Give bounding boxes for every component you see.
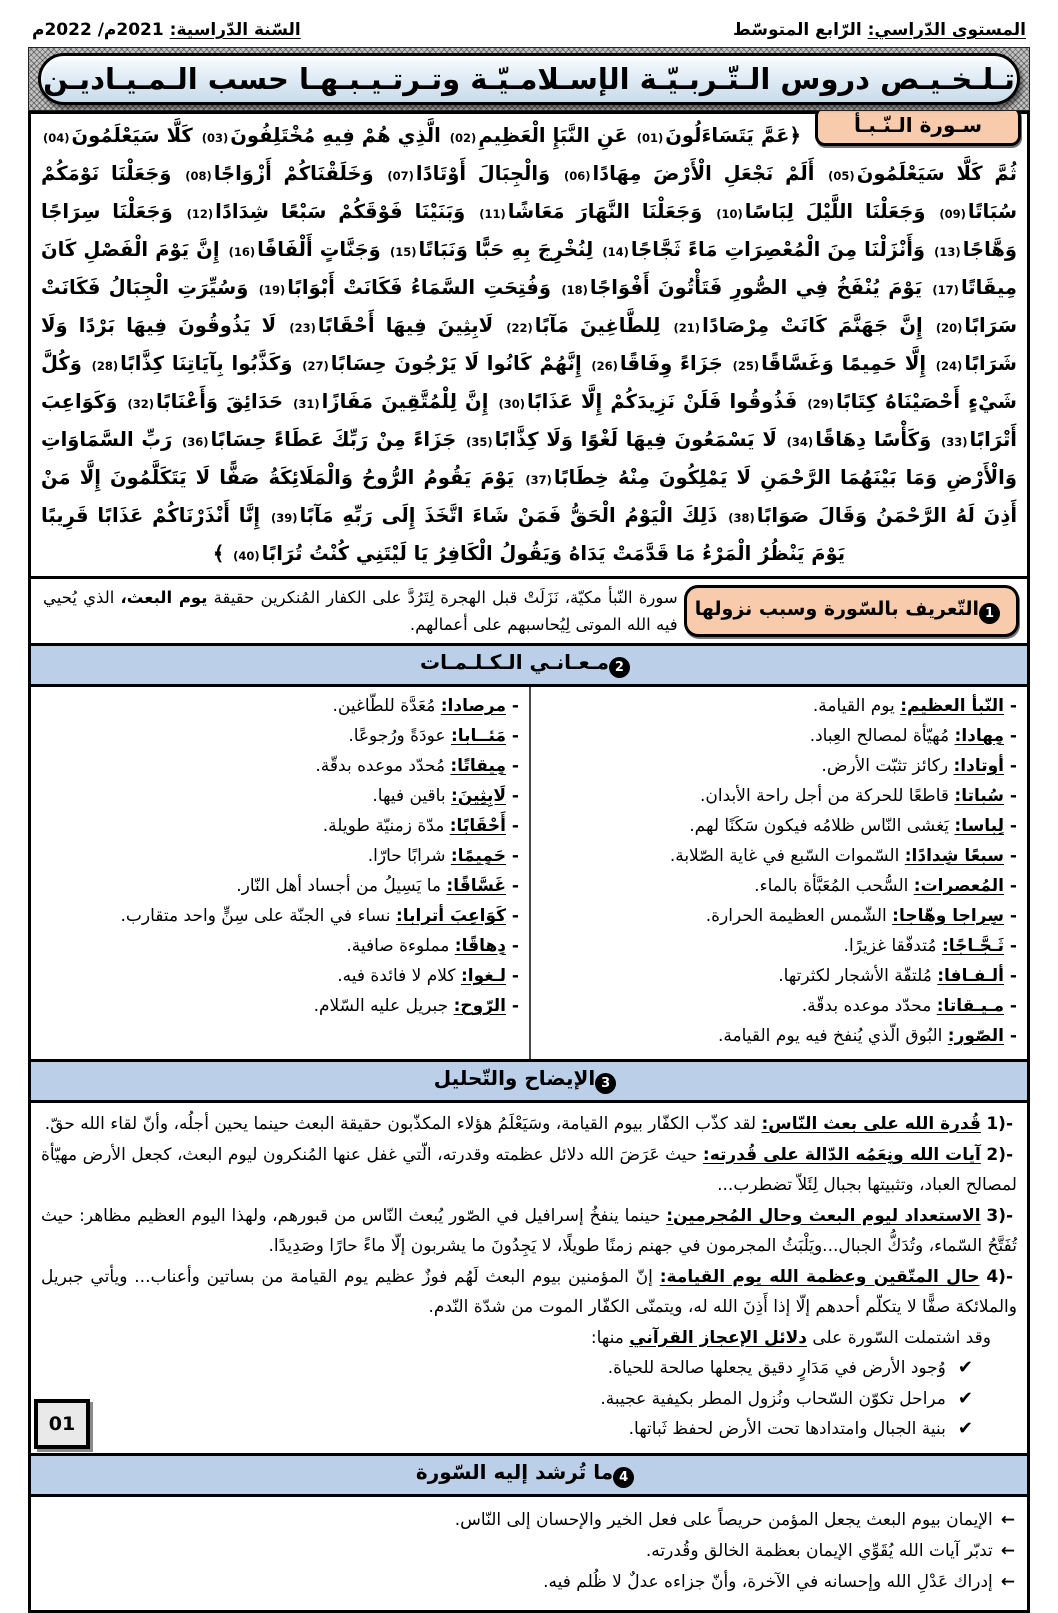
verse-number: (03) <box>201 131 229 145</box>
study-level-value: الرّابع المتوسّط <box>733 20 868 40</box>
verse-text: وَكُلَّ شَيْءٍ أَحْصَيْنَاهُ كِتَابًا <box>41 352 1017 413</box>
meaning-item <box>41 931 519 961</box>
verse-text: وَجَعَلْنَا اللَّيْلَ لِبَاسًا <box>744 200 926 223</box>
meaning-text: ما يَسِيلُ من أجساد أهل النّار. <box>236 876 447 896</box>
meanings-table <box>28 684 1030 1062</box>
verse-number: (30) <box>498 397 526 411</box>
verse-number: (33) <box>940 435 968 449</box>
verse-text: إِنَّ جَهَنَّمَ كَانَتْ مِرْصَادًا <box>702 314 923 337</box>
meaning-term: مَئــابا: <box>450 726 507 746</box>
verse-text: لَابِثِينَ فِيهَا أَحْقَابًا <box>317 314 494 337</box>
verse-text: لِلطَّاغِينَ مَآبًا <box>534 314 661 337</box>
verse-number: (40) <box>233 549 260 563</box>
school-year-value: 2021م/ 2022م <box>32 20 170 40</box>
verse-text: وَخَلَقْنَاكُمْ أَزْوَاجًا <box>213 162 374 185</box>
verse-number: (32) <box>127 397 154 411</box>
meaning-item <box>541 691 1017 721</box>
meaning-item <box>541 811 1017 841</box>
meaning-text: يَغشى النّاس ظلامُه فيكون سَكَنًا لهم. <box>689 816 955 836</box>
guidance-item <box>43 1567 1015 1598</box>
meanings-section-header <box>28 643 1030 687</box>
meaning-item <box>541 751 1017 781</box>
checkmark-icon: ✔ <box>957 1418 973 1439</box>
verse-text: حَدَائِقَ وَأَعْنَابًا <box>155 390 284 413</box>
meaning-item <box>541 1021 1017 1051</box>
meanings-col-right <box>529 687 1027 1059</box>
verse-text: جَزَاءً مِنْ رَبِّكَ عَطَاءً حِسَابًا <box>210 428 457 451</box>
meaning-text: ركائز تثبّت الأرض. <box>821 756 954 776</box>
verse-text: ذَلِكَ الْيَوْمُ الْحَقُّ فَمَنْ شَاءَ اتَّخَذَ إِلَى رَبِّهِ مَآبًا <box>299 504 718 527</box>
verse-text: إِنَّ لِلْمُتَّقِينَ مَفَازًا <box>321 390 489 413</box>
meaning-dash: - <box>1004 846 1017 866</box>
evidence-intro-pre: وقد اشتملت السّورة على <box>806 1327 991 1348</box>
meaning-dash: - <box>1004 756 1017 776</box>
analysis-item-lead: قُدرة الله على بعث النّاس: <box>761 1114 981 1134</box>
meaning-item <box>41 841 519 871</box>
verse-text: وَبَنَيْنَا فَوْقَكُمْ سَبْعًا شِدَادًا <box>215 200 466 223</box>
evidence-item <box>41 1414 1017 1445</box>
meaning-term: سبعًا شِدادًا: <box>904 846 1005 866</box>
verse-number: (22) <box>506 321 533 335</box>
evidence-intro <box>41 1323 1017 1354</box>
verse-number: (07) <box>387 169 414 183</box>
analysis-item-lead: حال المتّقين وعظمة الله يوم القيامة: <box>659 1266 980 1287</box>
verse-text: عَمَّ يَتَسَاءَلُونَ <box>665 124 790 147</box>
analysis-item-lead: الاستعداد ليوم البعث وحال المُجرمين: <box>666 1205 981 1226</box>
section-number-badge: 4 <box>613 1467 634 1488</box>
verse-number: (19) <box>258 283 286 297</box>
study-level <box>733 20 1026 40</box>
meaning-dash: - <box>506 966 519 986</box>
verse-number: (08) <box>185 169 212 183</box>
meaning-item <box>41 751 519 781</box>
meaning-item <box>541 841 1017 871</box>
analysis-box <box>28 1100 1030 1456</box>
verse-text: وَجَعَلْنَا نَوْمَكُمْ سُبَاتًا <box>41 162 1018 223</box>
verse-number: (12) <box>186 207 214 221</box>
verse-number: (38) <box>728 511 755 525</box>
intro-section-tab <box>684 585 1019 637</box>
meaning-term: دِهاقًا: <box>454 936 507 956</box>
intro-section <box>28 576 1030 646</box>
meaning-item <box>41 811 519 841</box>
analysis-item-lead: آيات الله ونِعَمُه الدّالة على قُدرته: <box>702 1144 981 1165</box>
quran-verses <box>41 124 1017 565</box>
meaning-text: البُوق الّذي يُنفخ فيه يوم القيامة. <box>717 1026 948 1046</box>
checkmark-icon: ✔ <box>957 1357 973 1378</box>
meaning-text: باقين فيها. <box>372 786 451 806</box>
meaning-dash: - <box>1004 996 1017 1016</box>
section-number-badge: 2 <box>609 657 630 678</box>
meaning-item <box>41 781 519 811</box>
verse-number: (25) <box>732 359 760 373</box>
verse-number: (36) <box>182 435 209 449</box>
verse-number: (29) <box>807 397 834 411</box>
meaning-text: السّموات السّبع في غاية الصّلابة. <box>669 846 905 866</box>
verse-number: (01) <box>636 131 664 145</box>
guidance-text: الإيمان بيوم البعث يجعل المؤمن حريصاً على فعل الخير والإحسان إلى النّاس. <box>454 1509 993 1530</box>
meaning-dash: - <box>506 936 519 956</box>
arrow-icon: ← <box>1000 1540 1015 1561</box>
verse-text: وَجَعَلْنَا النَّهَارَ مَعَاشًا <box>507 200 703 223</box>
school-year-label: السّنة الدّراسية: <box>169 20 301 40</box>
verse-text: وَكَذَّبُوا بِآيَاتِنَا كِذَّابًا <box>120 352 293 375</box>
analysis-item <box>41 1140 1017 1201</box>
meaning-dash: - <box>1004 876 1017 896</box>
meaning-item <box>41 871 519 901</box>
analysis-item-text: لقد كذّب الكفّار بيوم القيامة، وسَيَعْلَمُ هؤلاء المكذّبون حقيقة البعث حينما يحين أجلُه، وأنّ لقاء الله حقّ. <box>44 1114 762 1134</box>
verse-number: (34) <box>786 435 814 449</box>
section-number-badge: 3 <box>595 1073 616 1094</box>
meaning-item <box>41 901 519 931</box>
verse-number: (17) <box>932 283 959 297</box>
verse-text: وَجَعَلْنَا سِرَاجًا وَهَّاجًا <box>41 200 1018 261</box>
verse-number: (31) <box>293 397 320 411</box>
meaning-item <box>41 961 519 991</box>
verse-text: وَكَوَاعِبَ أَتْرَابًا <box>41 390 1017 451</box>
meanings-section-label: مـعـانـي الـكـلـمـات <box>420 650 609 674</box>
meaning-term: حَمِيمًا: <box>450 846 507 866</box>
meaning-dash: - <box>1004 966 1017 986</box>
meaning-item <box>541 931 1017 961</box>
verse-number: (26) <box>591 359 618 373</box>
verse-number: (39) <box>270 511 298 525</box>
meaning-text: جبريل عليه السّلام. <box>313 996 454 1016</box>
verse-text: إِنَّهُمْ كَانُوا لَا يَرْجُونَ حِسَابًا <box>330 352 582 375</box>
meaning-dash: - <box>506 756 519 776</box>
verse-number: (04) <box>43 131 70 145</box>
meaning-item <box>541 991 1017 1021</box>
verse-text: إِنَّ يَوْمَ الْفَصْلِ كَانَ مِيقَاتًا <box>41 238 1017 299</box>
evidence-item <box>41 1353 1017 1384</box>
guidance-text: إدراك عَدْلِ الله وإحسانه في الآخرة، وأنّ جزاءه عدلٌ لا ظُلم فيه. <box>543 1571 993 1592</box>
meaning-term: مِيقاتًا: <box>450 756 507 776</box>
top-header <box>28 20 1030 40</box>
verse-text: كَلَّا سَيَعْلَمُونَ <box>71 124 193 147</box>
verse-text: إِنَّا أَنْذَرْنَاكُمْ عَذَابًا قَرِيبًا يَوْمَ يَنْظُرُ الْمَرْءُ مَا قَدَّمَتْ يَدَاهُ وَيَقُولُ الْكَافِرُ يَا لَيْتَنِي كُنْتُ تُرَابًا <box>41 504 846 565</box>
quran-open-mark: ﴿ <box>789 124 801 147</box>
meaning-text: مدّة زمنيّة طويلة. <box>322 816 450 836</box>
analysis-item <box>41 1262 1017 1323</box>
meaning-item <box>541 961 1017 991</box>
meaning-item <box>541 781 1017 811</box>
verse-text: وَجَنَّاتٍ أَلْفَافًا <box>257 238 381 261</box>
verse-number: (15) <box>389 245 417 259</box>
verse-number: (37) <box>525 473 552 487</box>
guidance-section-header <box>28 1453 1030 1497</box>
meaning-text: شرابًا حارّا. <box>367 846 451 866</box>
meaning-dash: - <box>506 786 519 806</box>
verse-number: (10) <box>716 207 743 221</box>
meaning-term: مِهادا: <box>954 726 1005 746</box>
verse-number: (35) <box>466 435 493 449</box>
meaning-term: غَسَّاقًا: <box>446 876 507 896</box>
page-number: 01 <box>34 1399 90 1449</box>
verse-text: الَّذِي هُمْ فِيهِ مُخْتَلِفُونَ <box>230 124 441 147</box>
guidance-box <box>28 1494 1030 1613</box>
intro-body-pre: سورة النّبأ مكيّة، نَزَلَتْ قبل الهجرة لِتَرُدَّ على الكفار المُنكرين حقيقة <box>207 588 678 607</box>
verse-number: (02) <box>449 131 477 145</box>
meaning-term: ألـفـافا: <box>937 966 1005 986</box>
verse-number: (23) <box>289 321 316 335</box>
meanings-col-left <box>31 687 529 1059</box>
meaning-term: أوتادا: <box>953 756 1005 776</box>
verse-number: (09) <box>939 207 966 221</box>
intro-section-label: التّعريف بالسّورة وسبب نزولها <box>694 598 979 620</box>
meaning-dash: - <box>506 726 519 746</box>
arrow-icon: ← <box>1000 1509 1015 1530</box>
verse-text: جَزَاءً وِفَاقًا <box>619 352 723 375</box>
verse-text: لَا يَذُوقُونَ فِيهَا بَرْدًا وَلَا شَرَابًا <box>41 314 1017 375</box>
verse-text: يَوْمَ يَقُومُ الرُّوحُ وَالْمَلَائِكَةُ صَفًّا لَا يَتَكَلَّمُونَ إِلَّا مَنْ أَذِنَ لَهُ الرَّحْمَنُ وَقَالَ صَوَابًا <box>41 466 1018 527</box>
meaning-term: سِراجا وهّاجا: <box>892 906 1005 926</box>
verse-text: أَلَمْ نَجْعَلِ الْأَرْضَ مِهَادًا <box>592 162 815 185</box>
verse-number: (21) <box>673 321 701 335</box>
meaning-dash: - <box>1004 726 1017 746</box>
meaning-text: مُلتفّة الأشجار لكثرتها. <box>778 966 938 986</box>
verse-number: (28) <box>91 359 119 373</box>
meaning-dash: - <box>506 816 519 836</box>
verse-number: (14) <box>602 245 629 259</box>
verse-number: (11) <box>479 207 506 221</box>
evidence-text: وُجود الأرض في مَدَارٍ دقيق يجعلها صالحة للحياة. <box>607 1358 946 1378</box>
verse-text: عَنِ النَّبَإِ الْعَظِيمِ <box>478 124 628 147</box>
meaning-text: الشّمس العظيمة الحرارة. <box>705 906 893 926</box>
analysis-item-number: 3)- <box>986 1205 1014 1226</box>
analysis-item <box>41 1109 1017 1140</box>
meaning-text: مُحدّد موعده بدقّة. <box>315 756 451 776</box>
meaning-text: مُعَدَّة للطّاغين. <box>332 696 441 716</box>
guidance-text: تدبّر آيات الله يُقَوِّي الإيمان بعظمة الخالق وقُدرته. <box>645 1540 993 1561</box>
meaning-text: السُّحب المُعَبَّأة بالماء. <box>754 876 914 896</box>
intro-body-post: الذي يُحيي فيه الله الموتى لِيُحاسبهم على أعمالهم. <box>43 588 678 634</box>
meaning-dash: - <box>1004 816 1017 836</box>
meaning-dash: - <box>506 906 519 926</box>
intro-section-body <box>39 584 678 638</box>
meaning-item <box>41 721 519 751</box>
verse-number: (27) <box>302 359 329 373</box>
verse-number: (16) <box>228 245 256 259</box>
quran-text <box>41 118 1017 574</box>
verse-number: (05) <box>828 169 855 183</box>
meaning-text: مُهيّأة لمصالح العِباد. <box>809 726 955 746</box>
evidence-text: مراحل تكوّن السّحاب ونُزول المطر بكيفية عجيبة. <box>600 1388 946 1409</box>
section-number-badge: 1 <box>979 603 1000 624</box>
verse-text: وَالْجِبَالَ أَوْتَادًا <box>415 162 551 185</box>
verse-text: وَكَأْسًا دِهَاقًا <box>815 428 932 451</box>
meaning-dash: - <box>1004 696 1017 716</box>
meaning-dash: - <box>506 696 519 716</box>
meaning-term: الرّوح: <box>453 996 507 1016</box>
meaning-dash: - <box>506 846 519 866</box>
study-level-label: المستوى الدّراسي: <box>867 20 1026 40</box>
meaning-text: نساء في الجنّة على سِنٍّ واحد متقارب. <box>120 906 396 926</box>
meaning-term: لِباسا: <box>954 816 1005 836</box>
intro-body-bold: يوم البعث، <box>120 588 208 607</box>
checkmark-icon: ✔ <box>957 1387 973 1409</box>
meaning-term: النّبأ العظيم: <box>900 696 1005 716</box>
guidance-item <box>43 1536 1015 1567</box>
meaning-dash: - <box>1004 906 1017 926</box>
evidence-intro-post: منها: <box>590 1327 630 1348</box>
evidence-intro-bold: دلائل الإعجاز القرآني <box>629 1327 807 1348</box>
verse-number: (06) <box>563 169 591 183</box>
meaning-term: لـغوا: <box>460 966 507 986</box>
verse-text: لَا يَسْمَعُونَ فِيهَا لَغْوًا وَلَا كِذَّابًا <box>494 428 777 451</box>
analysis-item <box>41 1201 1017 1262</box>
guidance-section-label: ما تُرشد إليه السّورة <box>415 1459 614 1484</box>
verse-text: إِلَّا حَمِيمًا وَغَسَّاقًا <box>761 352 927 375</box>
analysis-item-text: حينما ينفخُ إسرافيل في الصّور يُبعث النّاس من قبورهم، ولهذا اليوم العظيم مظاهر: حيث تُفَتَّحُ السّماء، وتُدَكُّ الجبال...ويَلْبَثُ المجرمون في جهنم زمنًا طويلًا، لا يَجِدُونَ ما يشربون إلّا ماءً حارًا وصَدِيدًا. <box>41 1205 1017 1256</box>
meaning-text: قاطعًا للحركة من أجل راحة الأبدان. <box>700 786 955 806</box>
verse-text: يَوْمَ يُنْفَخُ فِي الصُّورِ فَتَأْتُونَ أَفْوَاجًا <box>589 276 923 299</box>
verse-text: وَأَنْزَلْنَا مِنَ الْمُعْصِرَاتِ مَاءً ثَجَّاجًا <box>630 238 926 261</box>
verse-text: وَفُتِحَتِ السَّمَاءُ فَكَانَتْ أَبْوَابًا <box>287 276 552 299</box>
verse-number: (13) <box>934 245 961 259</box>
verse-text: لِنُخْرِجَ بِهِ حَبًّا وَنَبَاتًا <box>418 238 594 261</box>
analysis-item-number: 1)- <box>986 1114 1013 1134</box>
analysis-item-text: حيث عَرَضَ الله دلائل عظمته وقدرته، الّتي غفل عنها المُنكرون ليوم البعث، كجعل الأرض مهيّأة لمصالح العباد، وتثبيتها بجبال لِئَلاّ تضطرب... <box>41 1144 1017 1195</box>
meaning-dash: - <box>1004 786 1017 806</box>
meaning-term: ثَـجَّـاجًا: <box>941 936 1005 956</box>
meaning-text: مُتدفّقا غزيرًا. <box>843 936 942 956</box>
title-banner <box>28 47 1030 111</box>
quran-close-mark: ﴾ <box>212 542 225 565</box>
meaning-term: الصّور: <box>947 1026 1005 1046</box>
page-title: تـلـخـيـص دروس الـتّـربـيّـة الإسـلامـيّـة وتـرتـيـبـهـا حسب الـمـيـاديـن <box>38 53 1020 105</box>
meaning-text: يوم القيامة. <box>812 696 901 716</box>
meaning-text: مملوءة صافية. <box>346 936 455 956</box>
verse-text: ثُمَّ كَلَّا سَيَعْلَمُونَ <box>856 162 1017 185</box>
meaning-term: سُباتا: <box>954 786 1005 806</box>
meaning-dash: - <box>1004 1026 1017 1046</box>
meaning-item <box>541 901 1017 931</box>
analysis-section-label: الإيضاح والتّحليل <box>433 1066 596 1090</box>
meaning-text: عودَةً ورُجوعًا. <box>348 726 451 746</box>
meaning-dash: - <box>506 996 519 1016</box>
quran-box <box>28 111 1030 579</box>
meaning-item <box>541 871 1017 901</box>
analysis-item-number: 2)- <box>986 1144 1014 1165</box>
evidence-items <box>41 1353 1017 1445</box>
meaning-term: مـيـقاتا: <box>936 996 1005 1016</box>
meaning-dash: - <box>506 876 519 896</box>
meaning-item <box>541 721 1017 751</box>
meaning-dash: - <box>1004 936 1017 956</box>
evidence-text: بنية الجبال وامتدادها تحت الأرض لحفظ ثَباتها. <box>628 1419 946 1439</box>
meaning-term: لَابِثِينَ: <box>450 786 507 806</box>
verse-number: (24) <box>935 359 963 373</box>
analysis-item-text: إنّ المؤمنين بيوم البعث لَهُم فوزٌ عظيم يوم القيامة من بساتين وأعناب... ويأتي جبريل والملائكة صفًّا لا يتكلّم أحدهم إلّا إذا أَذِنَ الله له، ويتمنّى الكفّار الموت من شدّة النّدم. <box>41 1266 1017 1317</box>
verse-text: وَسُيِّرَتِ الْجِبَالُ فَكَانَتْ سَرَابًا <box>41 276 1018 337</box>
meaning-term: كَوَاعِبَ أترابا: <box>395 906 507 926</box>
verse-number: (18) <box>561 283 588 297</box>
analysis-section-header <box>28 1059 1030 1103</box>
analysis-items <box>41 1109 1017 1323</box>
surah-name-tab: سـورة الـنّـبـأ <box>815 106 1021 146</box>
meaning-term: أَحْقَابًا: <box>449 816 507 836</box>
evidence-item <box>41 1384 1017 1415</box>
meaning-text: كلام لا فائدة فيه. <box>337 966 461 986</box>
verse-text: فَذُوقُوا فَلَنْ نَزِيدَكُمْ إِلَّا عَذَابًا <box>527 390 798 413</box>
analysis-item-number: 4)- <box>986 1266 1013 1287</box>
meaning-item <box>41 691 519 721</box>
meaning-term: المُعصرات: <box>913 876 1005 896</box>
verse-number: (20) <box>935 321 963 335</box>
arrow-icon: ← <box>1000 1571 1015 1592</box>
school-year <box>32 20 301 40</box>
meaning-term: مرصادا: <box>440 696 507 716</box>
verse-text: رَبِّ السَّمَاوَاتِ وَالْأَرْضِ وَمَا بَيْنَهُمَا الرَّحْمَنِ لَا يَمْلِكُونَ مِنْهُ خِطَابًا <box>41 428 1017 489</box>
guidance-item <box>43 1505 1015 1536</box>
meaning-item <box>41 991 519 1021</box>
meaning-text: محدّد موعده بدقّة. <box>801 996 937 1016</box>
